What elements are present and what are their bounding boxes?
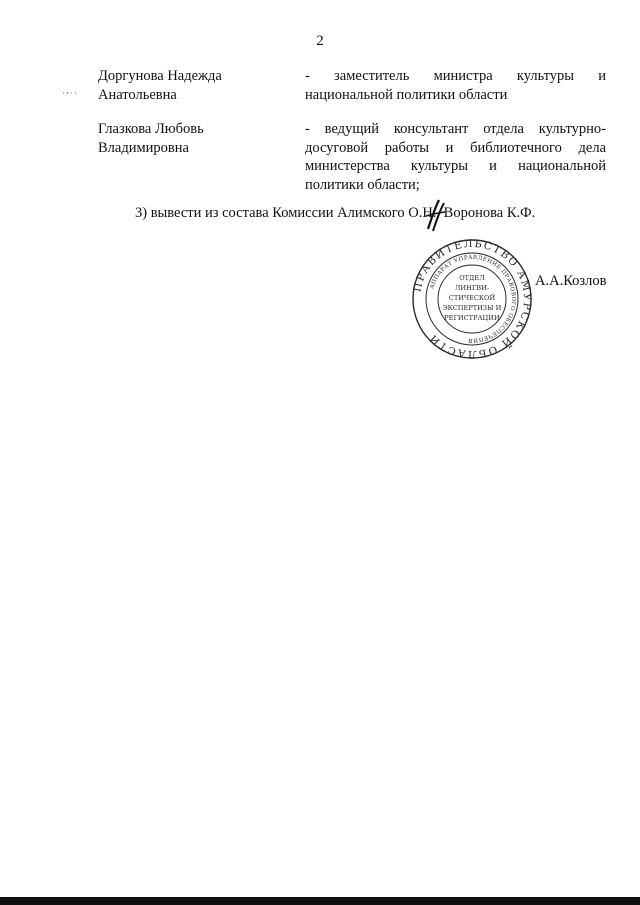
- member-name-line: Доргунова Надежда: [98, 68, 222, 84]
- member-row: [98, 67, 606, 104]
- member-name: [98, 120, 305, 194]
- official-stamp: [411, 238, 533, 360]
- member-role-line: - заместитель министра культуры и: [305, 68, 606, 84]
- member-name-line: Владимировна: [98, 139, 189, 156]
- stamp-center-line: СТИЧЕСКОЙ: [448, 294, 496, 302]
- scan-bottom-border: [0, 897, 640, 905]
- signatory-name: А.А.Козлов: [535, 273, 607, 289]
- member-row: [98, 120, 606, 194]
- page-number: 2: [316, 33, 324, 49]
- stamp-inner-ring-text: АППАРАТ УПРАВЛЕНИЕ ПРАВОВОГО ОБЕСПЕЧЕНИЯ: [429, 254, 517, 344]
- stamp-center-line: ЛИНГВИ-: [454, 284, 490, 292]
- member-role-line: политики области;: [305, 176, 420, 193]
- stamp-center-line: РЕГИСТРАЦИИ: [444, 314, 500, 322]
- member-role-line: министерства культуры и национальной: [305, 158, 606, 174]
- member-role: [305, 67, 606, 104]
- stamp-outer-ring-text: ПРАВИТЕЛЬСТВО АМУРСКОЙ ОБЛАСТИ: [411, 238, 533, 360]
- member-role: [305, 120, 606, 194]
- clause-3-text: 3) вывести из состава Комиссии Алимского О.Н., Воронова К.Ф.: [135, 205, 536, 221]
- member-name: [98, 67, 305, 104]
- member-role-line: национальной политики области: [305, 86, 508, 103]
- signature-mark: [424, 198, 446, 232]
- member-name-line: Анатольевна: [98, 86, 177, 103]
- stamp-center-line: ЭКСПЕРТИЗЫ И: [442, 304, 502, 312]
- member-role-line: - ведущий консультант отдела культурно-: [305, 121, 606, 137]
- margin-speck: ·ꞏ··: [62, 88, 78, 98]
- member-role-line: досуговой работы и библиотечного дела: [305, 139, 606, 156]
- member-name-line: Глазкова Любовь: [98, 121, 204, 137]
- stamp-center-line: ОТДЕЛ: [459, 274, 485, 282]
